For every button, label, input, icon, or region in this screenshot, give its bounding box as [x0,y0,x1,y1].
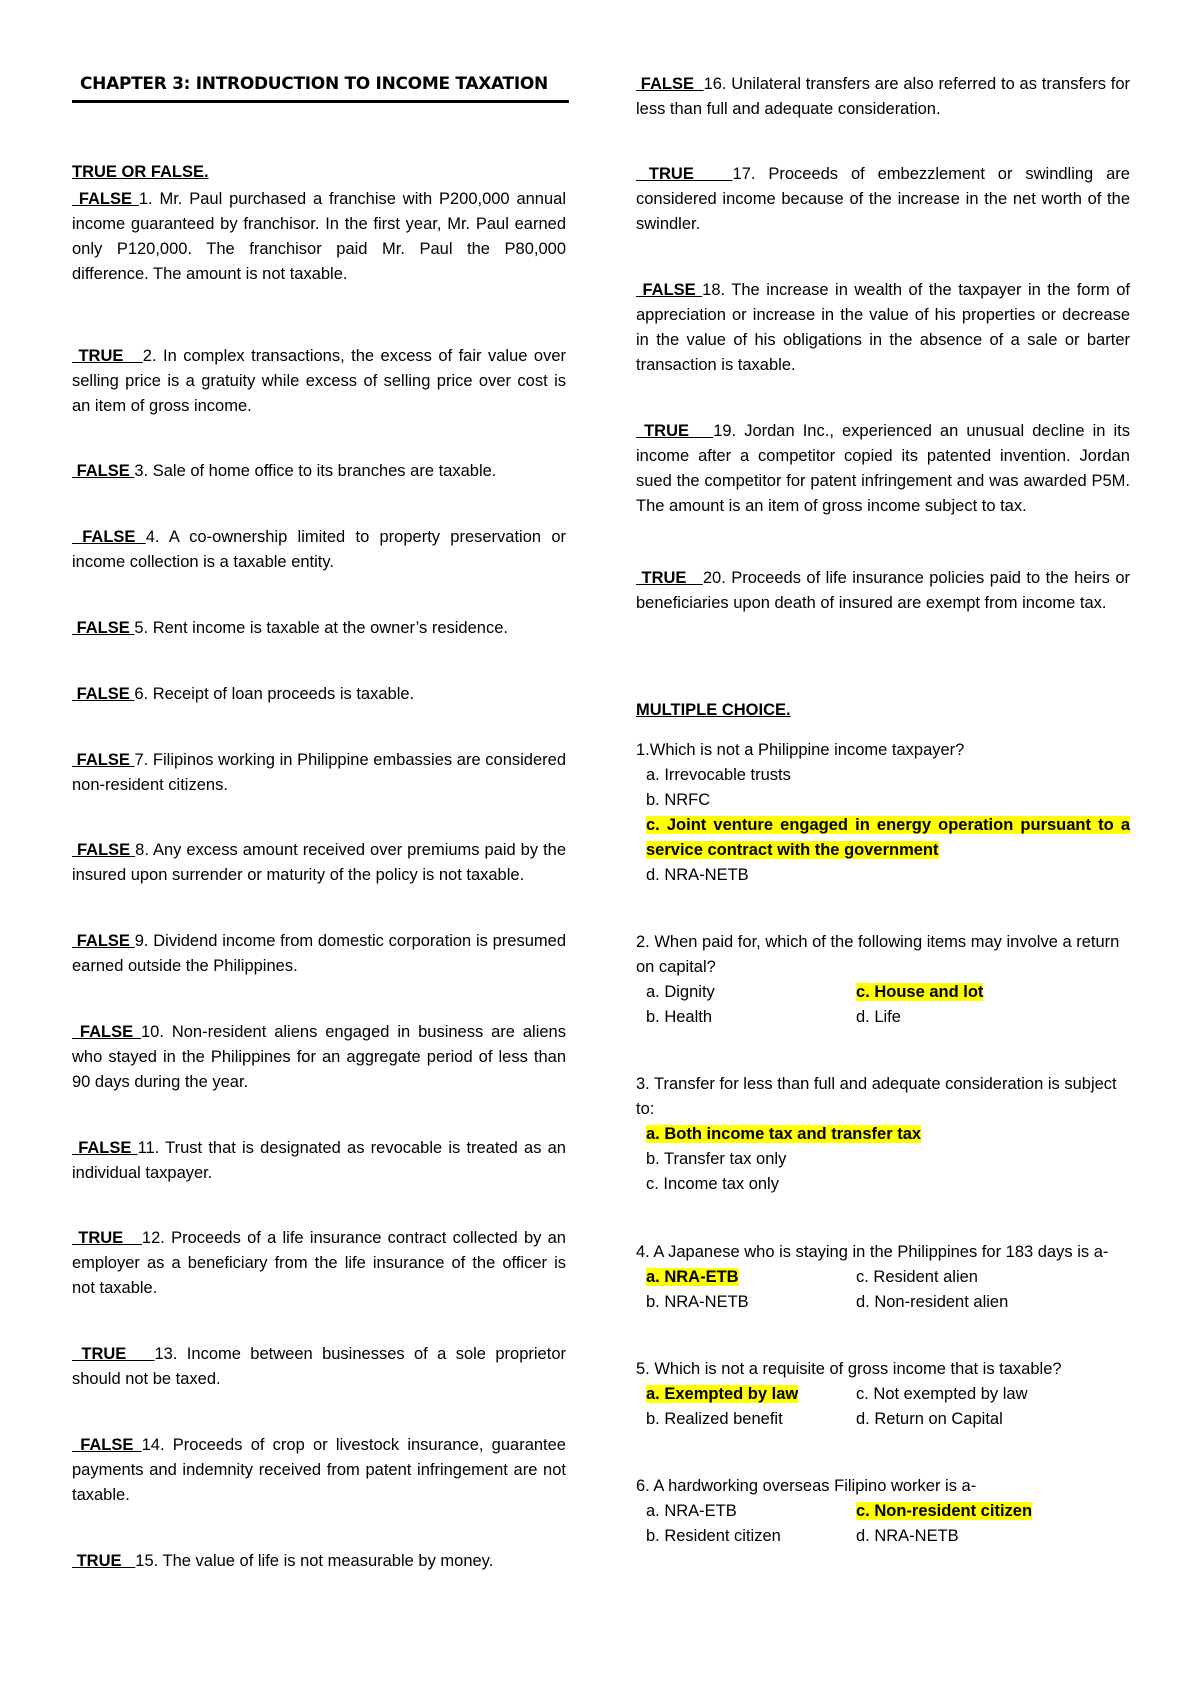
option: b. Realized benefit [646,1410,783,1428]
question-stem: 2. When paid for, which of the following items may involve a return on capital? [636,933,1120,976]
mc-item-1 [636,738,1130,888]
option-correct: c. House and lot [856,983,984,1001]
title-underline [72,100,569,103]
tf-item-7: FALSE 7. Filipinos working in Philippine embassies are considered non-resident citizens. [72,751,566,794]
tf-item-11: FALSE 11. Trust that is designated as revocable is treated as an individual taxpayer. [72,1139,566,1182]
answer: FALSE [78,1139,132,1157]
answer: TRUE [641,569,687,587]
answer: FALSE [76,932,130,950]
mc-item-5 [636,1357,1130,1432]
option-correct: a. Both income tax and transfer tax [646,1125,922,1143]
question-stem: 1.Which is not a Philippine income taxpayer? [636,741,965,759]
option: a. Dignity [646,983,715,1001]
answer: TRUE [78,1229,124,1247]
true-false-heading: TRUE OR FALSE. [72,163,209,181]
answer: FALSE [82,528,136,546]
tf-item-2: TRUE 2. In complex transactions, the excess of fair value over selling price is a gratuity while excess of selling price over cost is an item of gross income. [72,347,566,415]
tf-item-10: FALSE 10. Non-resident aliens engaged in business are aliens who stayed in the Philippines for an aggregate period of less than 90 days during the year. [72,1023,566,1091]
tf-item-4: FALSE 4. A co-ownership limited to property preservation or income collection is a taxable entity. [72,528,567,571]
option: d. NRA-NETB [856,1527,959,1545]
mc-item-2 [636,930,1130,1030]
answer: FALSE [76,841,131,859]
tf-item-6: FALSE 6. Receipt of loan proceeds is taxable. [72,682,566,707]
tf-item-18: FALSE 18. The increase in wealth of the taxpayer in the form of appreciation or increase in the value of his properties or decrease in the value of his obligations in the absence of a sale or barter transaction is taxable. [636,281,1130,374]
option: a. Irrevocable trusts [646,766,791,784]
tf-item-3: FALSE 3. Sale of home office to its branches are taxable. [72,459,566,484]
option: b. Transfer tax only [646,1150,787,1168]
option: a. NRA-ETB [646,1502,737,1520]
tf-item-1: FALSE 1. Mr. Paul purchased a franchise with P200,000 annual income guaranteed by franchisor. In the first year, Mr. Paul earned only P120,000. The franchisor paid Mr. Paul the P80,000 difference. The amount is not taxable. [72,190,566,283]
tf-item-17: TRUE 17. Proceeds of embezzlement or swindling are considered income because of the increase in the net worth of the swindler. [636,165,1130,233]
answer: FALSE [76,685,130,703]
answer: TRUE [648,165,694,183]
answer: TRUE [78,347,124,365]
tf-item-13: TRUE 13. Income between businesses of a sole proprietor should not be taxed. [72,1345,566,1388]
answer: TRUE [644,422,689,440]
option: b. NRFC [646,791,711,809]
option: b. Health [646,1008,713,1026]
tf-item-9: FALSE 9. Dividend income from domestic corporation is presumed earned outside the Philippines. [72,932,567,975]
mc-item-6 [636,1474,1130,1549]
option: d. Life [856,1008,901,1026]
answer: TRUE [76,1552,122,1570]
tf-item-15: TRUE 15. The value of life is not measurable by money. [72,1549,566,1574]
answer: FALSE [78,190,133,208]
option-correct: c. Joint venture engaged in energy operation pursuant to a service contract with the government [646,816,1130,859]
option: c. Resident alien [856,1268,978,1286]
answer: TRUE [81,1345,127,1363]
multiple-choice-heading: MULTIPLE CHOICE. [636,701,791,719]
option: d. Return on Capital [856,1410,1003,1428]
option: d. NRA-NETB [646,866,749,884]
option-correct: a. Exempted by law [646,1385,799,1403]
option: b. NRA-NETB [646,1293,749,1311]
question-stem: 3. Transfer for less than full and adequate consideration is subject to: [636,1075,1117,1118]
mc-item-3 [636,1072,1130,1197]
tf-item-16: FALSE 16. Unilateral transfers are also referred to as transfers for less than full and adequate consideration. [636,75,1130,118]
tf-item-20: TRUE 20. Proceeds of life insurance policies paid to the heirs or beneficiaries upon death of insured are exempt from income tax. [636,569,1130,612]
answer: FALSE [76,751,130,769]
answer: FALSE [79,1023,134,1041]
mc-item-4 [636,1240,1130,1315]
answer: FALSE [640,75,694,93]
tf-item-14: FALSE 14. Proceeds of crop or livestock insurance, guarantee payments and indemnity received from patent infringement are not taxable. [72,1436,566,1504]
page-title: CHAPTER 3: INTRODUCTION TO INCOME TAXATION [80,74,548,94]
option: c. Not exempted by law [856,1385,1028,1403]
tf-item-19: TRUE 19. Jordan Inc., experienced an unusual decline in its income after a competitor copied its patented invention. Jordan sued the competitor for patent infringement and was awarded P5M. The amount is an item of gross income subject to tax. [636,422,1130,515]
question-stem: 4. A Japanese who is staying in the Philippines for 183 days is a- [636,1243,1109,1261]
question-stem: 5. Which is not a requisite of gross income that is taxable? [636,1360,1062,1378]
answer: FALSE [76,619,130,637]
question-stem: 6. A hardworking overseas Filipino worker is a- [636,1477,977,1495]
answer: FALSE [76,462,130,480]
option: b. Resident citizen [646,1527,781,1545]
tf-item-12: TRUE 12. Proceeds of a life insurance contract collected by an employer as a beneficiary from the life insurance of the officer is not taxable. [72,1229,566,1297]
answer: FALSE [80,1436,134,1454]
option-correct: a. NRA-ETB [646,1268,739,1286]
option: c. Income tax only [646,1175,779,1193]
option: d. Non-resident alien [856,1293,1009,1311]
answer: FALSE [642,281,696,299]
tf-item-8: FALSE 8. Any excess amount received over premiums paid by the insured upon surrender or maturity of the policy is not taxable. [72,841,567,884]
option-correct: c. Non-resident citizen [856,1502,1033,1520]
tf-item-5: FALSE 5. Rent income is taxable at the owner’s residence. [72,616,566,641]
